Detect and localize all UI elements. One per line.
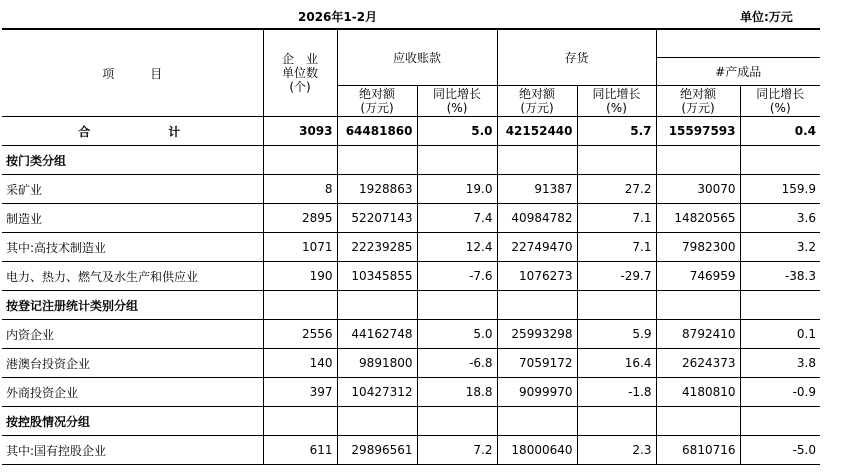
header-item: 项 目 [2, 29, 263, 117]
cell-recv-abs: 10427312 [337, 378, 417, 407]
cell-count: 8 [263, 175, 337, 204]
cell-inv-yoy: -1.8 [577, 378, 656, 407]
cell-recv-abs [337, 291, 417, 320]
cell-count: 397 [263, 378, 337, 407]
table-row [2, 175, 820, 204]
row-label: 采矿业 [2, 175, 263, 204]
subheader-yoy-line1: 同比增长 [432, 87, 481, 101]
subheader-abs-line2: (万元) [360, 101, 394, 115]
table-caption [0, 6, 841, 26]
cell-recv-abs: 52207143 [337, 204, 417, 233]
cell-recv-abs: 10345855 [337, 262, 417, 291]
cell-fg-yoy [740, 407, 820, 436]
cell-inv-yoy [577, 291, 656, 320]
total-row [2, 117, 820, 146]
table-row [2, 320, 820, 349]
total-fg-yoy: 0.4 [740, 117, 820, 146]
subheader-yoy-line2: (%) [769, 101, 791, 115]
receivables-inventory-table [2, 28, 820, 465]
subheader-abs-line2: (万元) [520, 101, 554, 115]
cell-fg-abs: 4180810 [656, 378, 740, 407]
cell-recv-yoy: -6.8 [417, 349, 497, 378]
row-label: 电力、热力、燃气及水生产和供应业 [2, 262, 263, 291]
header-inventory: 存货 [497, 29, 656, 86]
row-label: 外商投资企业 [2, 378, 263, 407]
cell-recv-abs: 44162748 [337, 320, 417, 349]
subheader-recv-abs [337, 86, 417, 117]
subheader-fg-yoy [740, 86, 820, 117]
cell-fg-abs: 14820565 [656, 204, 740, 233]
row-label: 其中:国有控股企业 [2, 436, 263, 465]
subheader-inv-yoy [577, 86, 656, 117]
total-recv-abs: 64481860 [337, 117, 417, 146]
cell-recv-yoy: 18.8 [417, 378, 497, 407]
table-row [2, 436, 820, 465]
cell-inv-abs [497, 407, 577, 436]
cell-fg-yoy: 3.8 [740, 349, 820, 378]
cell-fg-abs [656, 291, 740, 320]
total-fg-abs: 15597593 [656, 117, 740, 146]
cell-inv-abs: 91387 [497, 175, 577, 204]
cell-fg-abs [656, 146, 740, 175]
cell-fg-abs: 30070 [656, 175, 740, 204]
cell-inv-abs [497, 291, 577, 320]
cell-recv-yoy: -7.6 [417, 262, 497, 291]
cell-inv-abs: 1076273 [497, 262, 577, 291]
cell-fg-yoy: -5.0 [740, 436, 820, 465]
cell-fg-yoy [740, 291, 820, 320]
group-header-row [2, 146, 820, 175]
total-inv-yoy: 5.7 [577, 117, 656, 146]
row-label: 内资企业 [2, 320, 263, 349]
subheader-recv-yoy [417, 86, 497, 117]
cell-inv-yoy: 2.3 [577, 436, 656, 465]
header-receivables: 应收账款 [337, 29, 497, 86]
subheader-yoy-line2: (%) [446, 101, 468, 115]
cell-inv-abs [497, 146, 577, 175]
cell-inv-abs: 9099970 [497, 378, 577, 407]
cell-recv-abs [337, 146, 417, 175]
table-row [2, 262, 820, 291]
cell-count: 190 [263, 262, 337, 291]
header-blank [656, 29, 820, 58]
cell-recv-yoy: 19.0 [417, 175, 497, 204]
subheader-yoy-line1: 同比增长 [756, 87, 805, 101]
cell-inv-yoy: 5.9 [577, 320, 656, 349]
table-row [2, 349, 820, 378]
cell-count [263, 146, 337, 175]
group-label: 按登记注册统计类别分组 [2, 291, 263, 320]
cell-fg-abs: 2624373 [656, 349, 740, 378]
header-count-line2: 单位数 [281, 66, 318, 80]
cell-recv-yoy [417, 291, 497, 320]
cell-count: 140 [263, 349, 337, 378]
subheader-yoy-line1: 同比增长 [592, 87, 641, 101]
cell-inv-yoy: -29.7 [577, 262, 656, 291]
cell-inv-yoy: 7.1 [577, 233, 656, 262]
cell-fg-abs: 6810716 [656, 436, 740, 465]
cell-fg-yoy: 3.6 [740, 204, 820, 233]
table-row [2, 204, 820, 233]
group-label: 按门类分组 [2, 146, 263, 175]
subheader-abs-line1: 绝对额 [358, 87, 395, 101]
cell-count [263, 291, 337, 320]
cell-inv-abs: 22749470 [497, 233, 577, 262]
subheader-abs-line1: 绝对额 [679, 87, 716, 101]
cell-recv-abs: 1928863 [337, 175, 417, 204]
cell-fg-abs [656, 407, 740, 436]
cell-count: 611 [263, 436, 337, 465]
cell-fg-yoy: -38.3 [740, 262, 820, 291]
row-label: 制造业 [2, 204, 263, 233]
row-label: 港澳台投资企业 [2, 349, 263, 378]
cell-recv-abs: 9891800 [337, 349, 417, 378]
subheader-yoy-line2: (%) [606, 101, 627, 115]
total-count: 3093 [263, 117, 337, 146]
row-label: 其中:高技术制造业 [2, 233, 263, 262]
header-finished-goods: #产成品 [656, 58, 820, 86]
cell-count [263, 407, 337, 436]
cell-fg-abs: 8792410 [656, 320, 740, 349]
cell-recv-yoy: 12.4 [417, 233, 497, 262]
cell-fg-yoy: 159.9 [740, 175, 820, 204]
cell-inv-yoy [577, 146, 656, 175]
group-header-row [2, 407, 820, 436]
cell-recv-yoy: 7.2 [417, 436, 497, 465]
cell-inv-abs: 7059172 [497, 349, 577, 378]
cell-inv-yoy: 27.2 [577, 175, 656, 204]
table-row [2, 233, 820, 262]
cell-inv-abs: 25993298 [497, 320, 577, 349]
cell-fg-yoy: 3.2 [740, 233, 820, 262]
header-count-line1: 企 业 [281, 52, 318, 66]
table-row [2, 378, 820, 407]
cell-fg-abs: 746959 [656, 262, 740, 291]
cell-count: 2895 [263, 204, 337, 233]
header-count [263, 29, 337, 117]
subheader-fg-abs [656, 86, 740, 117]
total-recv-yoy: 5.0 [417, 117, 497, 146]
group-label: 按控股情况分组 [2, 407, 263, 436]
cell-recv-yoy: 7.4 [417, 204, 497, 233]
unit-label: 单位:万元 [740, 10, 793, 24]
subheader-inv-abs [497, 86, 577, 117]
cell-recv-yoy [417, 146, 497, 175]
cell-fg-yoy: 0.1 [740, 320, 820, 349]
cell-inv-yoy: 16.4 [577, 349, 656, 378]
subheader-abs-line2: (万元) [681, 101, 715, 115]
header-count-line3: (个) [289, 80, 311, 94]
cell-count: 1071 [263, 233, 337, 262]
cell-recv-abs [337, 407, 417, 436]
cell-fg-abs: 7982300 [656, 233, 740, 262]
cell-fg-yoy [740, 146, 820, 175]
subheader-abs-line1: 绝对额 [518, 87, 555, 101]
cell-recv-abs: 22239285 [337, 233, 417, 262]
group-header-row [2, 291, 820, 320]
cell-fg-yoy: -0.9 [740, 378, 820, 407]
cell-recv-yoy: 5.0 [417, 320, 497, 349]
cell-inv-yoy [577, 407, 656, 436]
cell-recv-abs: 29896561 [337, 436, 417, 465]
period-label: 2026年1-2月 [298, 10, 378, 24]
cell-count: 2556 [263, 320, 337, 349]
cell-inv-abs: 40984782 [497, 204, 577, 233]
cell-inv-yoy: 7.1 [577, 204, 656, 233]
cell-inv-abs: 18000640 [497, 436, 577, 465]
total-label: 合 计 [2, 117, 263, 146]
total-inv-abs: 42152440 [497, 117, 577, 146]
cell-recv-yoy [417, 407, 497, 436]
